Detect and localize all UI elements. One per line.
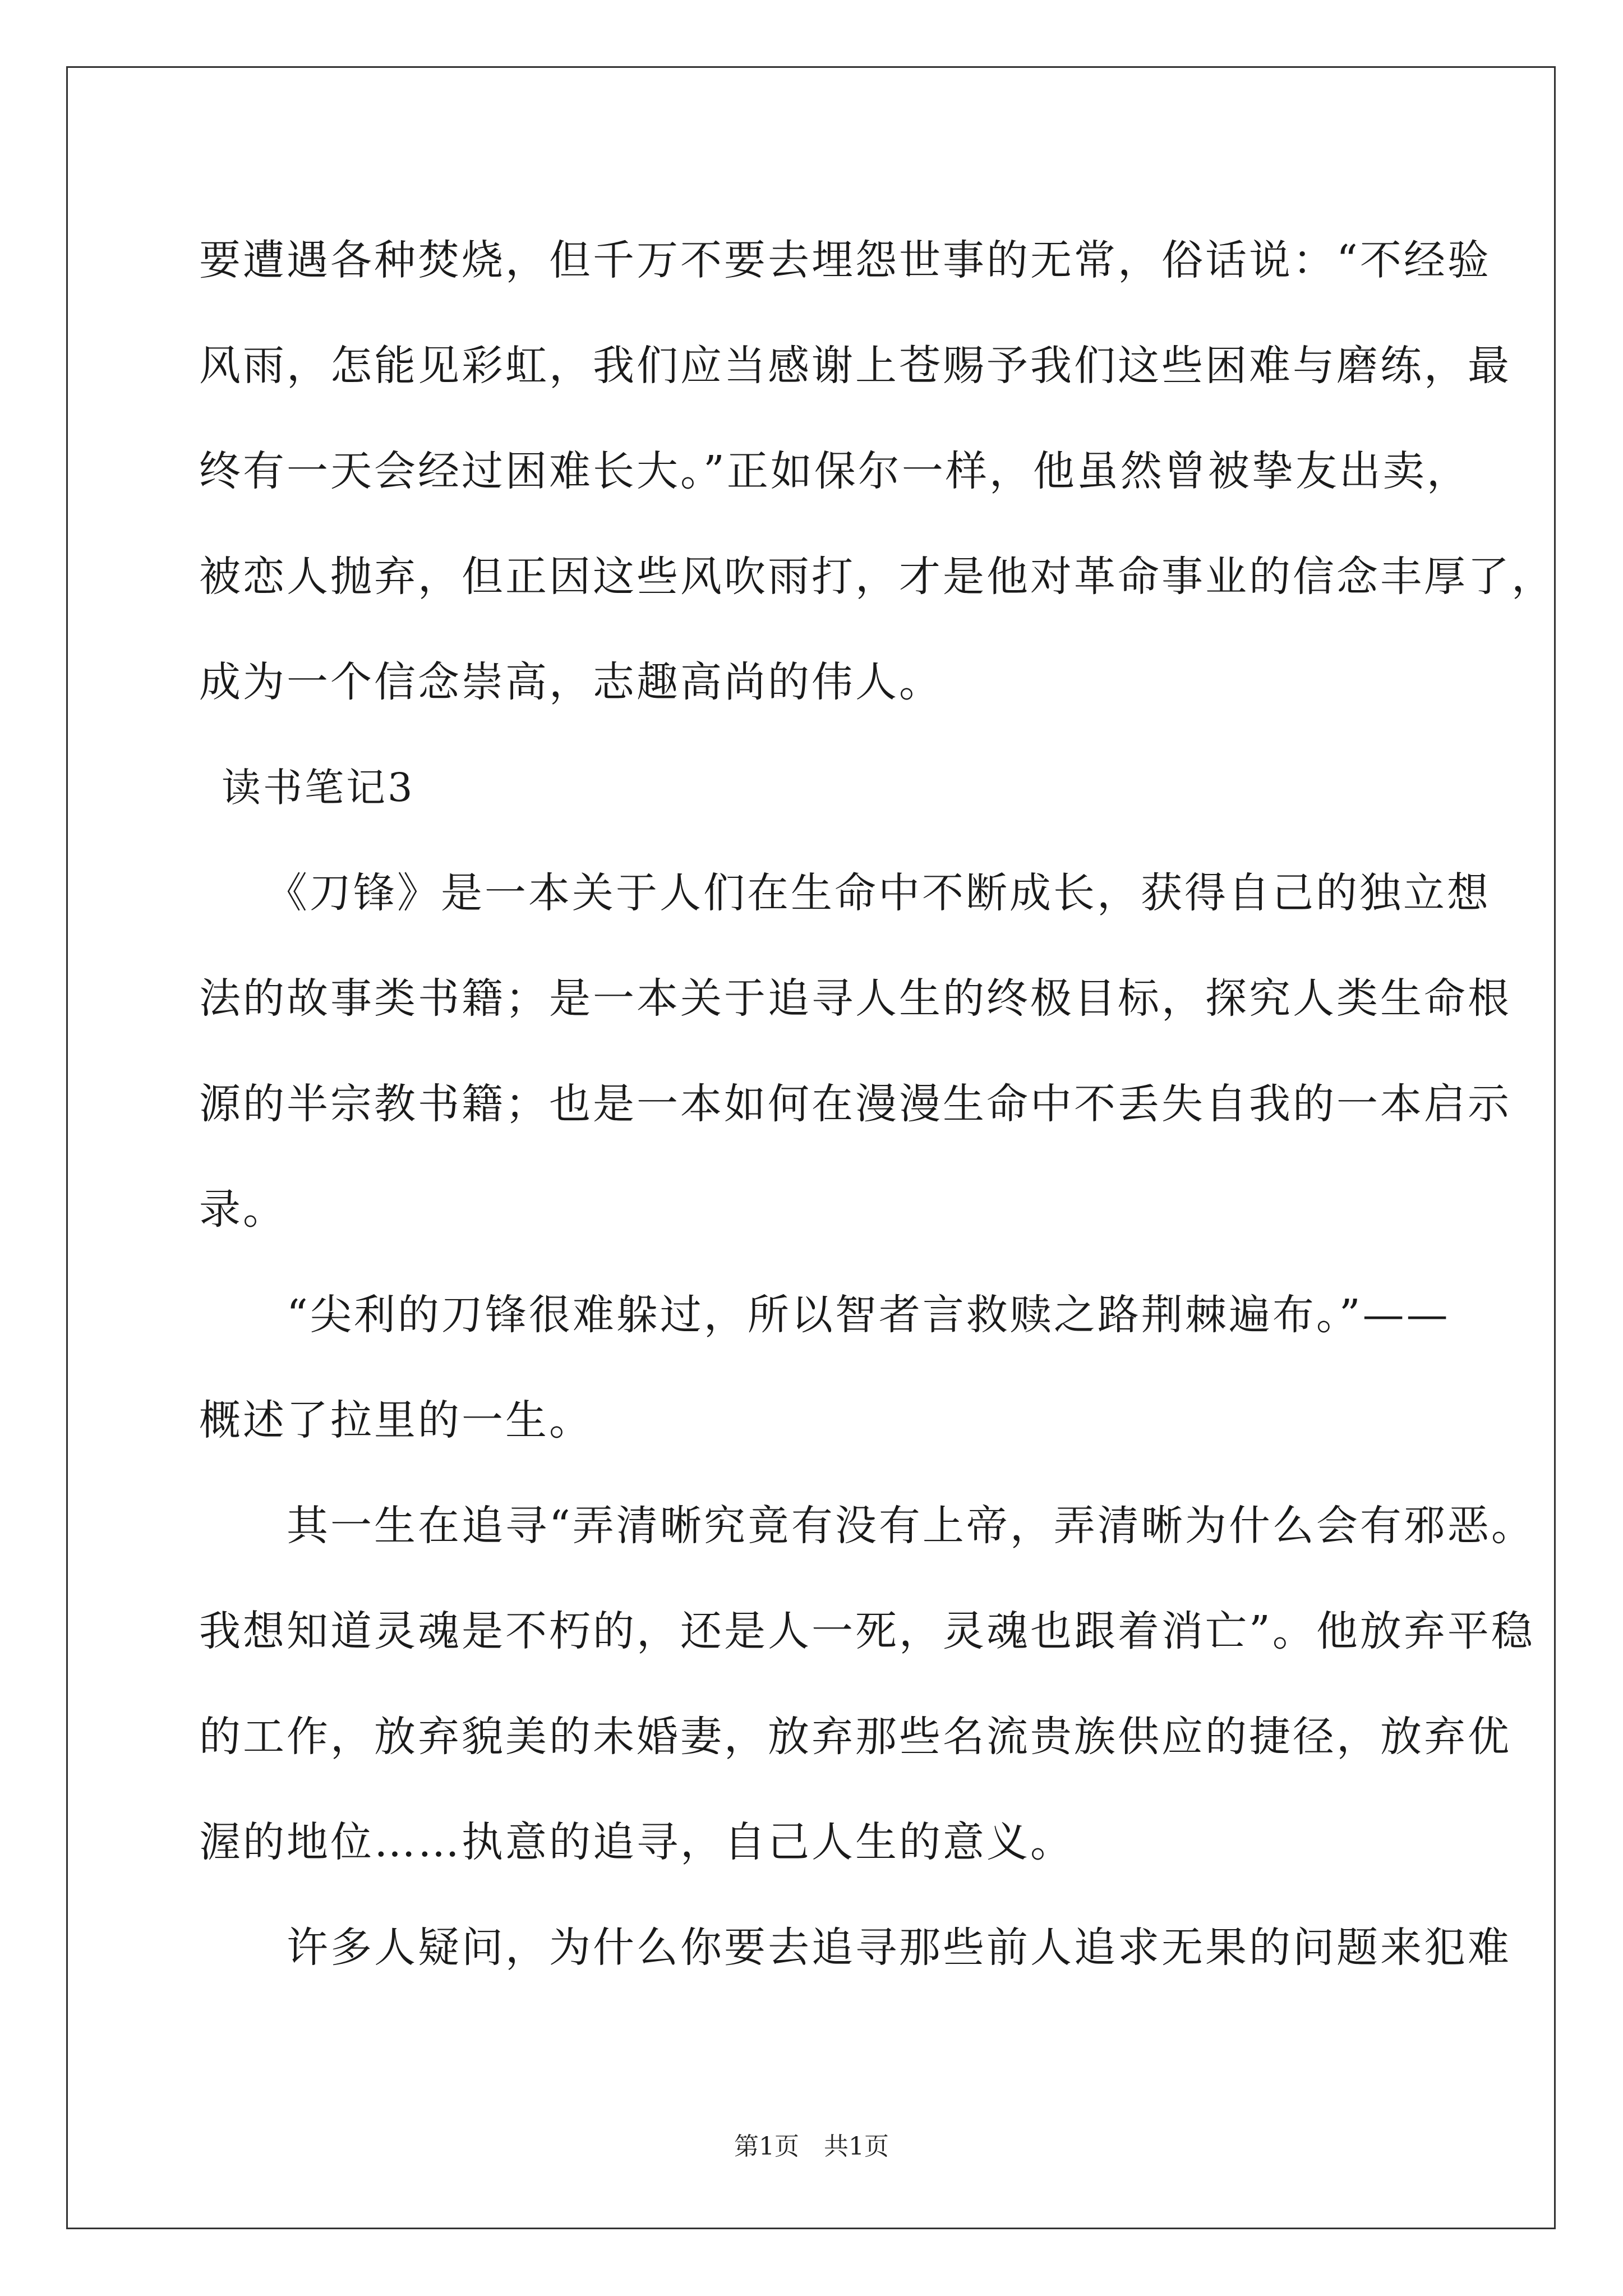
page-number-footer: 第1页 共1页 <box>734 2132 889 2161</box>
paragraph-line: 录。 <box>199 1185 287 1234</box>
paragraph-line: 被恋人抛弃，但正因这些风吹雨打，才是他对革命事业的信念丰厚了， <box>199 553 1555 601</box>
paragraph-line: 源的半宗教书籍；也是一本如何在漫漫生命中不丢失自我的一本启示 <box>199 1080 1511 1128</box>
paragraph-line: 风雨，怎能见彩虹，我们应当感谢上苍赐予我们这些困难与磨练，最 <box>199 342 1511 390</box>
paragraph-line: “尖利的刀锋很难躲过，所以智者言救赎之路荆棘遍布。”—— <box>199 1291 1450 1339</box>
paragraph-line: 的工作，放弃貌美的未婚妻，放弃那些名流贵族供应的捷径，放弃优 <box>199 1713 1511 1761</box>
section-heading: 读书笔记3 <box>222 765 415 811</box>
paragraph-line: 法的故事类书籍；是一本关于追寻人生的终极目标，探究人类生命根 <box>199 974 1511 1023</box>
paragraph-line: 要遭遇各种焚烧，但千万不要去埋怨世事的无常，俗话说：“不经验 <box>199 236 1491 284</box>
paragraph-line: 成为一个信念崇高，志趣高尚的伟人。 <box>199 658 943 706</box>
paragraph-line: 我想知道灵魂是不朽的，还是人一死，灵魂也跟着消亡”。他放弃平稳 <box>199 1607 1535 1655</box>
document-body <box>199 208 1555 2000</box>
paragraph-line: 《刀锋》是一本关于人们在生命中不断成长，获得自己的独立想 <box>199 869 1491 917</box>
paragraph-line: 渥的地位……执意的追寻，自己人生的意义。 <box>199 1818 1074 1866</box>
paragraph-line: 概述了拉里的一生。 <box>199 1396 593 1444</box>
paragraph-line: 其一生在追寻“弄清晰究竟有没有上帝，弄清晰为什么会有邪恶。 <box>199 1502 1535 1550</box>
paragraph-line: 许多人疑问，为什么你要去追寻那些前人追求无果的问题来犯难 <box>199 1924 1511 1972</box>
paragraph-line: 终有一天会经过困难长大。”正如保尔一样，他虽然曾被挚友出卖， <box>199 447 1470 495</box>
